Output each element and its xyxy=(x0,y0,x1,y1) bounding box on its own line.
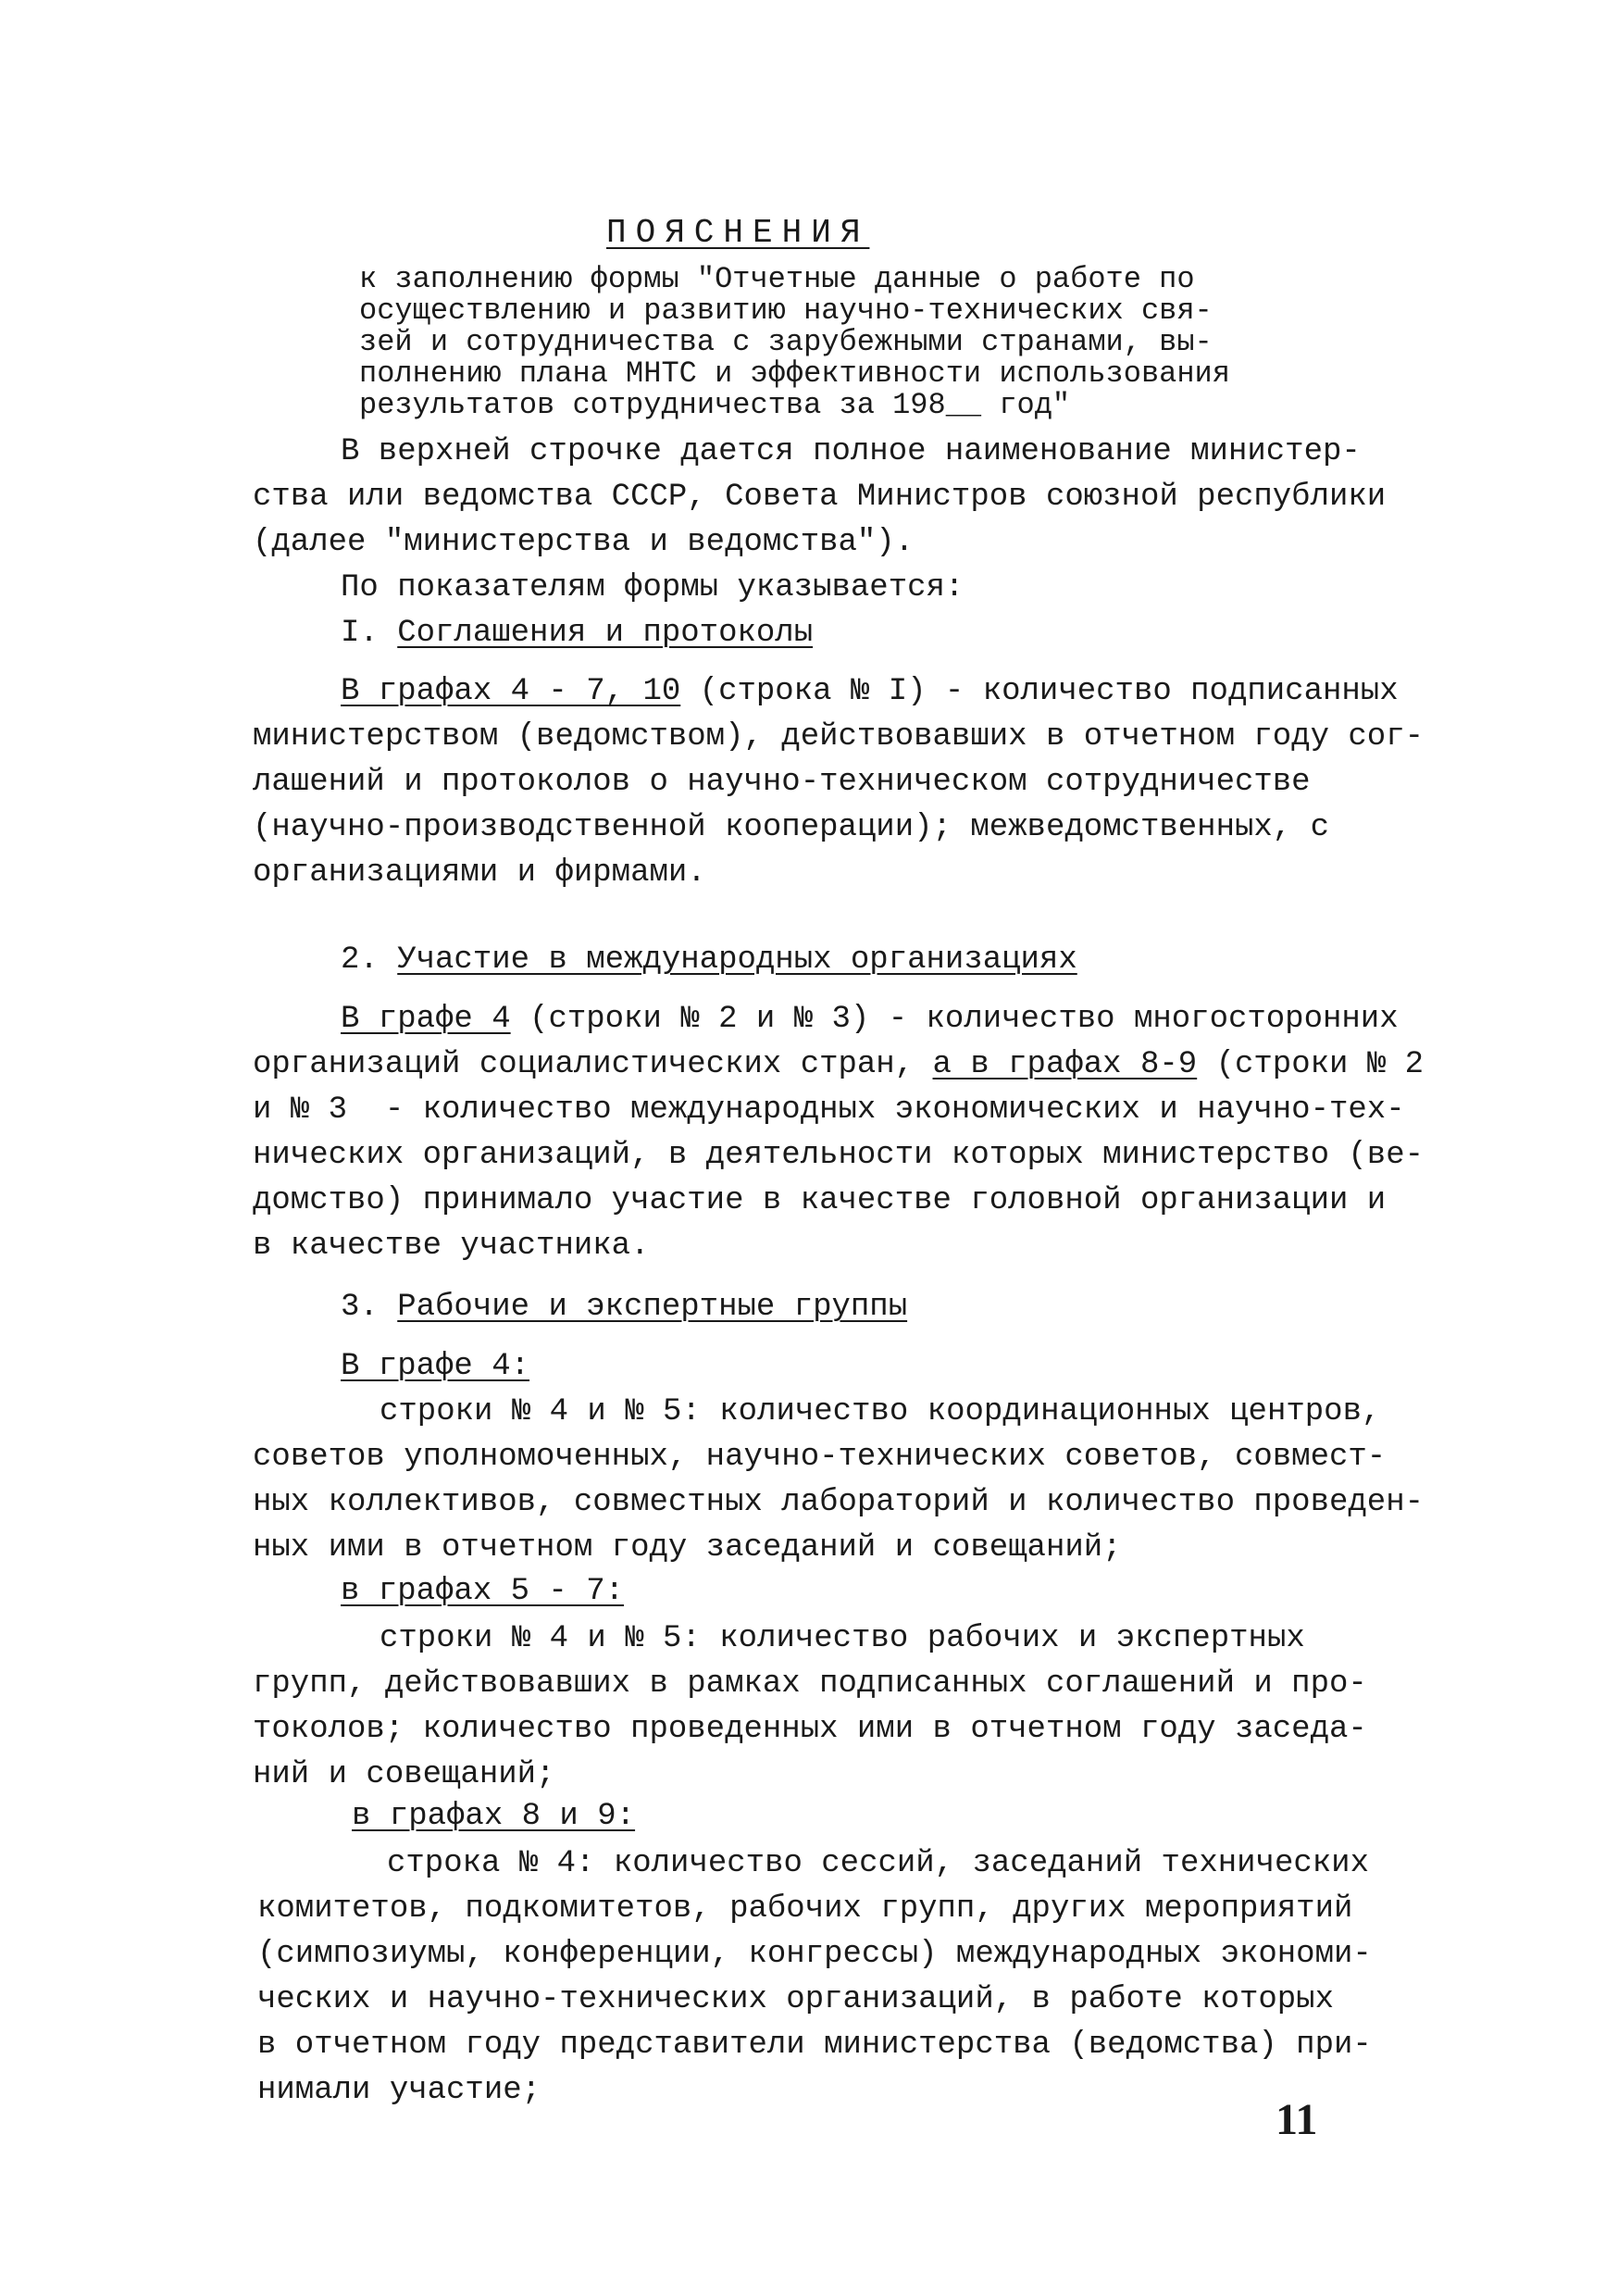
section-3-c-line: комитетов, подкомитетов, рабочих групп, других мероприятий xyxy=(257,1891,1353,1927)
section-2-second-line: организаций социалистических стран, а в графах 8-9 (строки № 2 xyxy=(253,1047,1425,1082)
section-1-line: лашений и протоколов о научно-техническом сотрудничестве xyxy=(253,765,1311,800)
section-3-a-line: ных ими в отчетном году заседаний и совещаний; xyxy=(253,1530,1122,1566)
section-2-number: 2. xyxy=(341,942,379,978)
intro-line: В верхней строчке дается полное наименование министер- xyxy=(341,434,1361,469)
section-3-c-line: ческих и научно-технических организаций, в работе которых xyxy=(257,1982,1334,2017)
section-2-ref-2: а в графах 8-9 xyxy=(932,1047,1198,1082)
section-3-a-line: ных коллективов, совместных лабораторий и количество проведен- xyxy=(253,1485,1425,1520)
section-3-ref-c: в графах 8 и 9: xyxy=(352,1799,636,1834)
section-1-heading xyxy=(341,615,813,652)
section-1-line: организациями и фирмами. xyxy=(253,855,706,891)
section-2-first-line: В графе 4 (строки № 2 и № 3) - количество многосторонних xyxy=(341,1002,1399,1037)
section-2-heading xyxy=(341,942,1077,979)
intro-line: (далее "министерства и ведомства"). xyxy=(253,525,915,560)
section-3-c-line: в отчетном году представители министерства (ведомства) при- xyxy=(257,2028,1372,2063)
section-1-line: (научно-производственной кооперации); межведомственных, с xyxy=(253,810,1329,845)
section-2-line: в качестве участника. xyxy=(253,1229,650,1264)
section-3-b-line: ний и совещаний; xyxy=(253,1757,555,1792)
section-3-b-line: токолов; количество проведенных ими в отчетном году заседа- xyxy=(253,1712,1367,1747)
section-1-line: министерством (ведомством), действовавших в отчетном году сог- xyxy=(253,719,1425,755)
section-3-c-line: (симпозиумы, конференции, конгрессы) международных экономи- xyxy=(257,1937,1372,1972)
subtitle-line: к заполнению формы "Отчетные данные о работе по xyxy=(359,262,1195,296)
section-2-ref: В графе 4 xyxy=(341,1002,511,1037)
page-number: 11 xyxy=(1276,2095,1318,2144)
section-3-title: Рабочие и экспертные группы xyxy=(397,1290,908,1325)
section-3-ref-a: В графе 4: xyxy=(341,1349,530,1384)
section-1-number: I. xyxy=(341,616,379,651)
section-3-heading xyxy=(341,1289,907,1326)
section-2-line: домство) принимало участие в качестве головной организации и xyxy=(253,1183,1387,1218)
section-3-c-line: строка № 4: количество сессий, заседаний технических xyxy=(387,1846,1369,1881)
section-1-ref: В графах 4 - 7, 10 xyxy=(341,674,681,709)
intro-line: ства или ведомства СССР, Совета Министров союзной республики xyxy=(253,480,1387,515)
section-3-number: 3. xyxy=(341,1290,379,1325)
section-3-a-line: строки № 4 и № 5: количество координационных центров, xyxy=(380,1394,1381,1429)
section-3-b-line: групп, действовавших в рамках подписанных соглашений и про- xyxy=(253,1666,1367,1702)
lead-line: По показателям формы указывается: xyxy=(341,570,965,605)
section-3-b-line: строки № 4 и № 5: количество рабочих и экспертных xyxy=(380,1621,1305,1656)
section-2-line: и № 3 - количество международных экономических и научно-тех- xyxy=(253,1092,1405,1128)
section-3-ref-b: в графах 5 - 7: xyxy=(341,1574,625,1609)
subtitle-line: осуществлению и развитию научно-технических свя- xyxy=(359,293,1213,328)
subtitle-line: зей и сотрудничества с зарубежными странами, вы- xyxy=(359,325,1213,359)
section-2-title: Участие в международных организациях xyxy=(397,942,1077,978)
section-3-a-line: советов уполномоченных, научно-технических советов, совмест- xyxy=(253,1440,1387,1475)
subtitle-line: полнению плана МНТС и эффективности использования xyxy=(359,356,1230,391)
section-2-line: нических организаций, в деятельности которых министерство (ве- xyxy=(253,1138,1425,1173)
section-1-first-line: В графах 4 - 7, 10 (строка № I) - количество подписанных xyxy=(341,674,1399,709)
section-1-title: Соглашения и протоколы xyxy=(397,616,814,651)
document-title: ПОЯСНЕНИЯ xyxy=(606,214,870,252)
subtitle-line: результатов сотрудничества за 198__ год" xyxy=(359,388,1071,422)
section-3-c-line: нимали участие; xyxy=(257,2073,541,2108)
